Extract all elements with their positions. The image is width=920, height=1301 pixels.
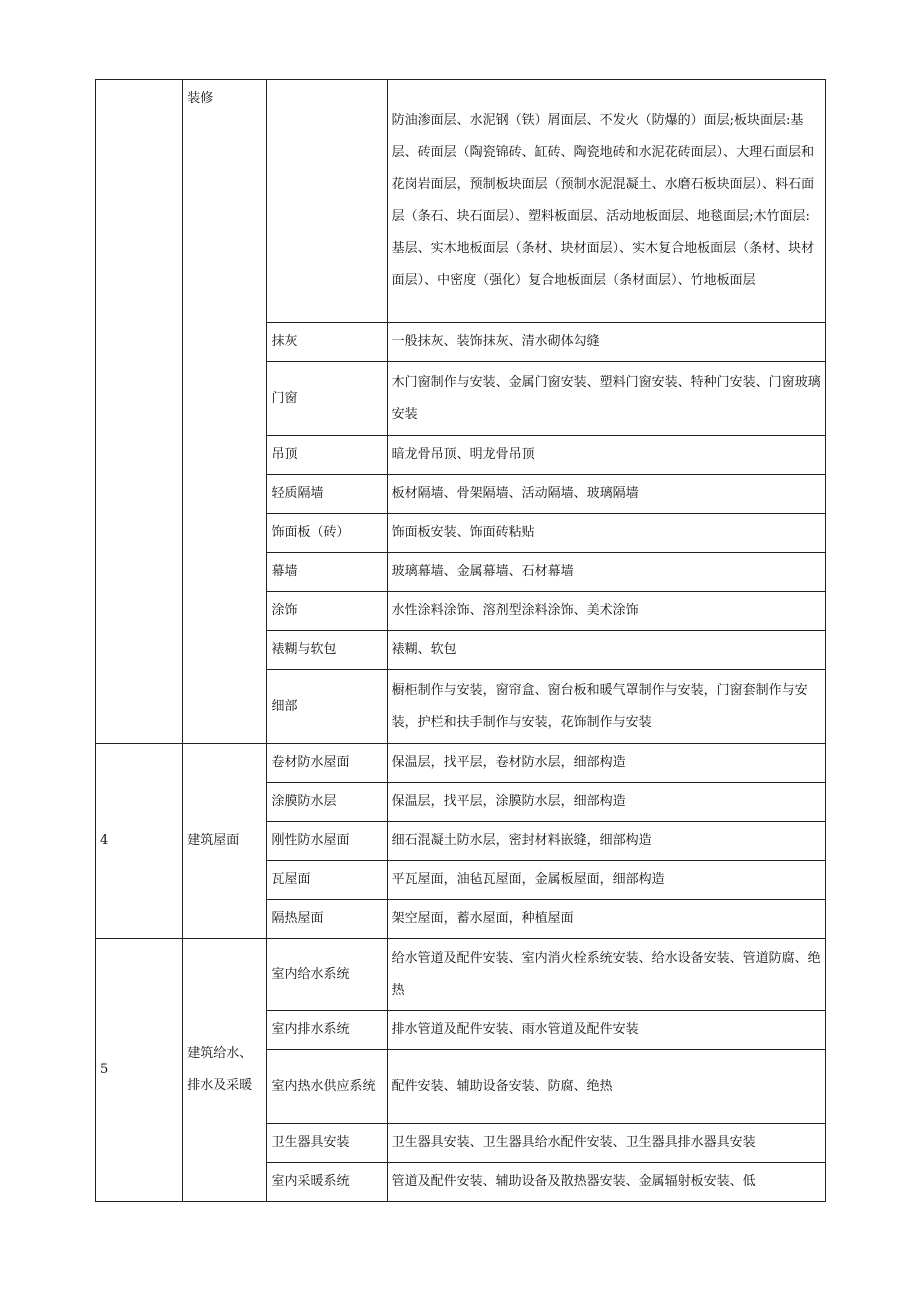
subdivision-cell: 瓦屋面	[267, 861, 387, 900]
items-cell: 暗龙骨吊顶、明龙骨吊顶	[387, 436, 825, 475]
items-cell: 防油渗面层、水泥钢（铁）屑面层、不发火（防爆的）面层;板块面层:基层、砖面层（陶瓷锦砖、缸砖、陶瓷地砖和水泥花砖面层）、大理石面层和花岗岩面层，预制板块面层（预制水泥混凝土、水磨石板块面层）、料石面层（条石、块石面层）、塑料板面层、活动地板面层、地毯面层;木竹面层:基层、实木地板面层（条材、块材面层）、实木复合地板面层（条材、块材面层）、中密度（强化）复合地板面层（条材面层）、竹地板面层	[387, 80, 825, 323]
subdivision-cell: 抹灰	[267, 323, 387, 362]
items-cell: 平瓦屋面，油毡瓦屋面，金属板屋面，细部构造	[387, 861, 825, 900]
subdivision-cell: 细部	[267, 670, 387, 744]
table-row	[96, 939, 826, 1011]
items-cell: 细石混凝土防水层，密封材料嵌缝，细部构造	[387, 822, 825, 861]
division-cell: 建筑屋面	[183, 744, 267, 939]
subdivision-cell	[267, 80, 387, 323]
items-cell: 配件安装、辅助设备安装、防腐、绝热	[387, 1050, 825, 1124]
division-table	[95, 79, 826, 1202]
subdivision-cell: 涂饰	[267, 592, 387, 631]
table-row	[96, 80, 826, 323]
subdivision-cell: 刚性防水屋面	[267, 822, 387, 861]
subdivision-cell: 幕墙	[267, 553, 387, 592]
subdivision-cell: 轻质隔墙	[267, 475, 387, 514]
items-cell: 玻璃幕墙、金属幕墙、石材幕墙	[387, 553, 825, 592]
subdivision-cell: 卷材防水屋面	[267, 744, 387, 783]
subdivision-cell: 卫生器具安装	[267, 1124, 387, 1163]
subdivision-cell: 门窗	[267, 362, 387, 436]
items-cell: 管道及配件安装、辅助设备及散热器安装、金属辐射板安装、低	[387, 1163, 825, 1202]
subdivision-cell: 隔热屋面	[267, 900, 387, 939]
items-cell: 排水管道及配件安装、雨水管道及配件安装	[387, 1011, 825, 1050]
subdivision-cell: 室内采暖系统	[267, 1163, 387, 1202]
items-cell: 木门窗制作与安装、金属门窗安装、塑料门窗安装、特种门安装、门窗玻璃安装	[387, 362, 825, 436]
items-cell: 橱柜制作与安装，窗帘盒、窗台板和暖气罩制作与安装，门窗套制作与安装，护栏和扶手制作与安装，花饰制作与安装	[387, 670, 825, 744]
items-cell: 裱糊、软包	[387, 631, 825, 670]
items-cell: 饰面板安装、饰面砖粘贴	[387, 514, 825, 553]
subdivision-cell: 室内排水系统	[267, 1011, 387, 1050]
number-cell	[96, 80, 183, 744]
division-cell: 装修	[183, 80, 267, 744]
items-cell: 架空屋面，蓄水屋面，种植屋面	[387, 900, 825, 939]
table-row	[96, 744, 826, 783]
subdivision-cell: 裱糊与软包	[267, 631, 387, 670]
items-cell: 给水管道及配件安装、室内消火栓系统安装、给水设备安装、管道防腐、绝热	[387, 939, 825, 1011]
number-cell: 5	[96, 939, 183, 1202]
number-cell: 4	[96, 744, 183, 939]
items-cell: 一般抹灰、装饰抹灰、清水砌体勾缝	[387, 323, 825, 362]
subdivision-cell: 室内给水系统	[267, 939, 387, 1011]
subdivision-cell: 室内热水供应系统	[267, 1050, 387, 1124]
items-cell: 水性涂料涂饰、溶剂型涂料涂饰、美术涂饰	[387, 592, 825, 631]
items-cell: 卫生器具安装、卫生器具给水配件安装、卫生器具排水器具安装	[387, 1124, 825, 1163]
items-cell: 保温层，找平层，涂膜防水层，细部构造	[387, 783, 825, 822]
division-cell: 建筑给水、排水及采暖	[183, 939, 267, 1202]
items-cell: 保温层，找平层，卷材防水层，细部构造	[387, 744, 825, 783]
subdivision-cell: 饰面板（砖）	[267, 514, 387, 553]
subdivision-cell: 涂膜防水层	[267, 783, 387, 822]
items-cell: 板材隔墙、骨架隔墙、活动隔墙、玻璃隔墙	[387, 475, 825, 514]
subdivision-cell: 吊顶	[267, 436, 387, 475]
